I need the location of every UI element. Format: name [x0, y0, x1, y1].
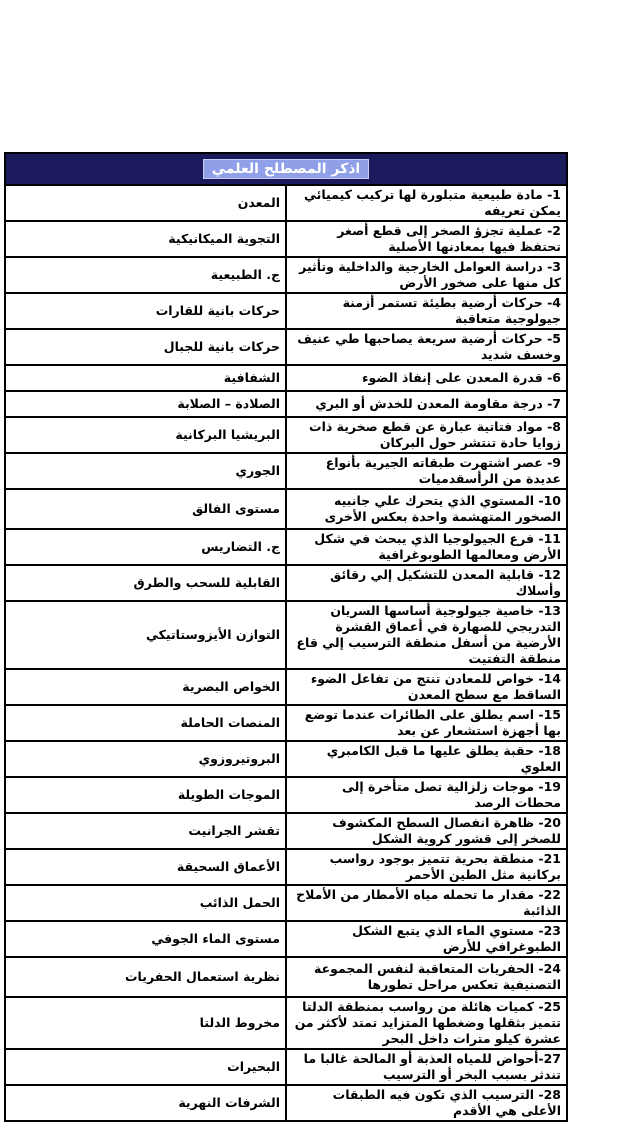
- definition-cell: 24- الحفريات المتعاقبة لنفس المجموعة التصنيفية تعكس مراحل تطورها: [286, 957, 567, 997]
- term-cell: الموجات الطويلة: [5, 777, 286, 813]
- table-row: [5, 185, 567, 221]
- table-row: [5, 489, 567, 529]
- table-row: [5, 257, 567, 293]
- definition-cell: 22- مقدار ما تحمله مياه الأمطار من الأملاح الذائبة: [286, 885, 567, 921]
- term-cell: المعدن: [5, 185, 286, 221]
- term-cell: الصلادة – الصلابة: [5, 391, 286, 417]
- table-row: [5, 957, 567, 997]
- definition-cell: 27-أحواض للمياه العذبة أو المالحة غالبا ما تندثر بسبب البخر أو الترسيب: [286, 1049, 567, 1085]
- table-row: [5, 293, 567, 329]
- definition-cell: 11- فرع الجيولوجيا الذي يبحث في شكل الأرض ومعالمها الطوبوغرافية: [286, 529, 567, 565]
- terms-worksheet: [4, 152, 568, 1122]
- term-cell: ج. الطبيعية: [5, 257, 286, 293]
- term-cell: الشفافية: [5, 365, 286, 391]
- term-cell: حركات بانية للقارات: [5, 293, 286, 329]
- table-row: [5, 529, 567, 565]
- definition-cell: 10- المستوي الذي يتحرك علي جانبيه الصخور المتهشمة واحدة بعكس الأخرى: [286, 489, 567, 529]
- term-cell: المنصات الحاملة: [5, 705, 286, 741]
- table-row: [5, 391, 567, 417]
- table-row: [5, 1085, 567, 1121]
- table-row: [5, 1049, 567, 1085]
- term-cell: تقشر الجرانيت: [5, 813, 286, 849]
- definition-cell: 21- منطقة بحرية تتميز بوجود رواسب بركانية مثل الطين الأحمر: [286, 849, 567, 885]
- term-cell: الأعماق السحيقة: [5, 849, 286, 885]
- table-row: [5, 417, 567, 453]
- term-cell: البريشيا البركانية: [5, 417, 286, 453]
- term-cell: ج. التضاريس: [5, 529, 286, 565]
- table-row: [5, 813, 567, 849]
- definition-cell: 23- مستوي الماء الذي يتبع الشكل الطبوغرافي للأرض: [286, 921, 567, 957]
- term-cell: التوازن الأيزوستاتيكي: [5, 601, 286, 669]
- table-row: [5, 921, 567, 957]
- table-row: [5, 565, 567, 601]
- terms-table: [4, 152, 568, 1122]
- definition-cell: 4- حركات أرضية بطيئة تستمر أزمنة جيولوجية متعاقبة: [286, 293, 567, 329]
- definition-cell: 6- قدرة المعدن على إنفاذ الضوء: [286, 365, 567, 391]
- term-cell: البحيرات: [5, 1049, 286, 1085]
- table-row: [5, 221, 567, 257]
- term-cell: التجوية الميكانيكية: [5, 221, 286, 257]
- term-cell: البروتيروزوي: [5, 741, 286, 777]
- definition-cell: 3- دراسة العوامل الخارجية والداخلية وتأثير كل منها على صخور الأرض: [286, 257, 567, 293]
- definition-cell: 25- كميات هائلة من رواسب بمنطقة الدلتا تتميز بثقلها وضغطها المتزايد تمتد لأكثر من عشرة كيلو مترات داخل البحر: [286, 997, 567, 1049]
- term-cell: الحمل الذائب: [5, 885, 286, 921]
- definition-cell: 5- حركات أرضية سريعة يصاحبها طي عنيف وخسف شديد: [286, 329, 567, 365]
- worksheet-title: اذكر المصطلح العلمي: [203, 159, 369, 179]
- table-row: [5, 777, 567, 813]
- table-row: [5, 669, 567, 705]
- table-row: [5, 601, 567, 669]
- definition-cell: 9- عصر اشتهرت طبقاته الجيرية بأنواع عديدة من الرأسقدميات: [286, 453, 567, 489]
- term-cell: الخواص البصرية: [5, 669, 286, 705]
- table-row: [5, 705, 567, 741]
- term-cell: القابلية للسحب والطرق: [5, 565, 286, 601]
- table-row: [5, 997, 567, 1049]
- definition-cell: 19- موجات زلزالية تصل متأخرة إلى محطات الرصد: [286, 777, 567, 813]
- table-header-cell: [5, 153, 567, 185]
- term-cell: مستوى الماء الجوفي: [5, 921, 286, 957]
- definition-cell: 20- ظاهرة انفصال السطح المكشوف للصخر إلى قشور كروية الشكل: [286, 813, 567, 849]
- table-row: [5, 849, 567, 885]
- definition-cell: 1- مادة طبيعية متبلورة لها تركيب كيميائي يمكن تعريفه: [286, 185, 567, 221]
- term-cell: مستوى الفالق: [5, 489, 286, 529]
- definition-cell: 15- اسم يطلق على الطائرات عندما توضع بها أجهزة استشعار عن بعد: [286, 705, 567, 741]
- definition-cell: 7- درجة مقاومة المعدن للخدش أو البري: [286, 391, 567, 417]
- term-cell: الجوري: [5, 453, 286, 489]
- definition-cell: 2- عملية تجزؤ الصخر إلى قطع أصغر تحتفظ فيها بمعادنها الأصلية: [286, 221, 567, 257]
- table-row: [5, 329, 567, 365]
- table-row: [5, 885, 567, 921]
- table-row: [5, 741, 567, 777]
- term-cell: نظرية استعمال الحفريات: [5, 957, 286, 997]
- definition-cell: 14- خواص للمعادن تنتج من تفاعل الضوء الساقط مع سطح المعدن: [286, 669, 567, 705]
- table-header-row: [5, 153, 567, 185]
- table-row: [5, 453, 567, 489]
- table-row: [5, 365, 567, 391]
- definition-cell: 13- خاصية جيولوجية أساسها السريان التدريجي للصهارة في أعماق القشرة الأرضية من أسفل منطقة الترسيب إلي قاع منطقة التفتيت: [286, 601, 567, 669]
- term-cell: حركات بانية للجبال: [5, 329, 286, 365]
- term-cell: مخروط الدلتا: [5, 997, 286, 1049]
- definition-cell: 8- مواد فتاتية عبارة عن قطع صخرية ذات زوايا حادة تنتشر حول البركان: [286, 417, 567, 453]
- definition-cell: 18- حقبة يطلق عليها ما قبل الكامبري العلوي: [286, 741, 567, 777]
- definition-cell: 28- الترسيب الذي تكون فيه الطبقات الأعلى هي الأقدم: [286, 1085, 567, 1121]
- definition-cell: 12- قابلية المعدن للتشكيل إلي رقائق وأسلاك: [286, 565, 567, 601]
- term-cell: الشرفات النهرية: [5, 1085, 286, 1121]
